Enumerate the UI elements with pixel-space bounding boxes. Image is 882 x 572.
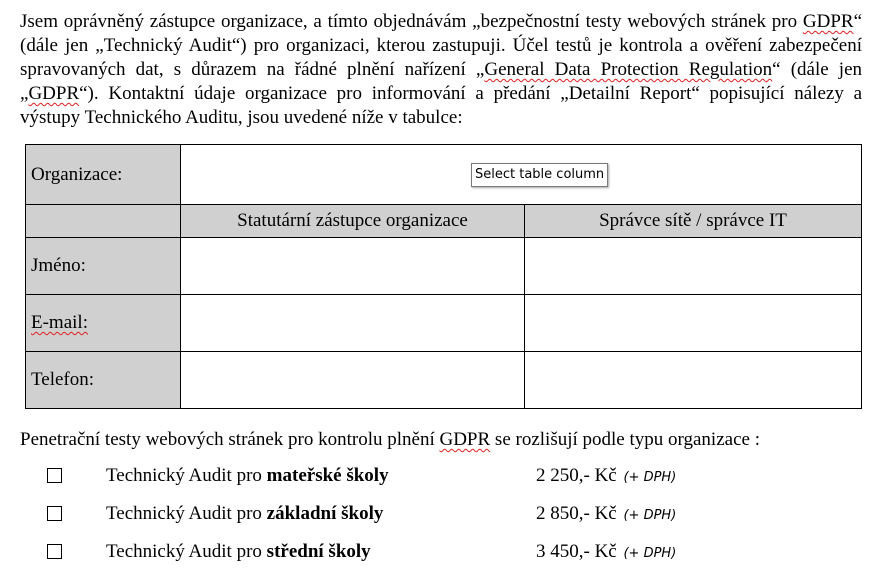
pen-text-2: se rozlišují podle typu organizace : [490, 429, 760, 450]
document-page [20, 10, 863, 562]
option-kindergarten [20, 464, 862, 490]
option-primary-school-price [536, 502, 676, 528]
table-row-email [26, 295, 862, 352]
email-label-text: E-mail: [31, 312, 88, 333]
column-header-it-admin[interactable]: Správce sítě / správce IT [525, 205, 862, 238]
phone-it-cell[interactable] [525, 352, 862, 409]
price-value: 2 250,- Kč [536, 465, 617, 486]
email-it-cell[interactable] [525, 295, 862, 352]
option-secondary-school-label [106, 540, 371, 564]
checkbox-kindergarten[interactable] [47, 468, 62, 483]
phone-label: Telefon: [26, 352, 181, 409]
checkbox-secondary-school[interactable] [47, 544, 62, 559]
pen-text-1: Penetrační testy webových stránek pro kontrolu plnění [20, 429, 440, 450]
option-primary-school [20, 502, 862, 528]
gdpr-term: GDPR [802, 11, 854, 32]
phone-statutory-cell[interactable] [181, 352, 525, 409]
pen-test-paragraph [20, 428, 760, 452]
option-secondary-school [20, 540, 862, 566]
option-secondary-school-price [536, 540, 676, 566]
option-school-type: mateřské školy [266, 465, 389, 486]
intro-text-2: “ (dále jen „Technický Audit“) pro organizaci, kterou zastupuji. Účel testů je kontrola a ověření zabezpečení spravovaných dat, s důrazem na řádné plnění nařízení „ [20, 11, 862, 80]
vat-note: (+ DPH) [623, 546, 677, 561]
option-kindergarten-price [536, 464, 676, 490]
gdpr-full-term: General Data Protection Regulation [484, 59, 773, 80]
intro-text-3: “ (dále jen „ [20, 59, 863, 104]
select-column-tooltip: Select table column [471, 163, 608, 187]
option-prefix: Technický Audit pro [106, 465, 267, 486]
intro-paragraph [20, 10, 862, 130]
gdpr-term: GDPR [28, 83, 80, 104]
gdpr-term: GDPR [439, 429, 491, 450]
contact-table[interactable] [25, 144, 862, 409]
checkbox-primary-school[interactable] [47, 506, 62, 521]
name-statutory-cell[interactable] [181, 238, 525, 295]
organization-value-cell[interactable] [181, 145, 862, 205]
email-label [26, 295, 181, 352]
header-blank-cell [26, 205, 181, 238]
name-it-cell[interactable] [525, 238, 862, 295]
vat-note: (+ DPH) [623, 470, 677, 485]
vat-note: (+ DPH) [623, 508, 677, 523]
option-kindergarten-label [106, 464, 389, 488]
table-row-organization [26, 145, 862, 205]
organization-label: Organizace: [26, 145, 181, 205]
column-header-statutory-representative[interactable]: Statutární zástupce organizace [181, 205, 525, 238]
option-school-type: základní školy [266, 503, 384, 524]
option-primary-school-label [106, 502, 383, 526]
table-row-phone [26, 352, 862, 409]
option-prefix: Technický Audit pro [106, 541, 267, 562]
table-header-row [26, 205, 862, 238]
intro-text-4: “). Kontaktní údaje organizace pro informování a předání „Detailní Report“ popisující nálezy a výstupy Technického Auditu, jsou uvedené níže v tabulce: [20, 83, 862, 128]
intro-text-1: Jsem oprávněný zástupce organizace, a tímto objednávám „bezpečnostní testy webových stránek pro [20, 11, 803, 32]
price-value: 2 850,- Kč [536, 503, 617, 524]
email-statutory-cell[interactable] [181, 295, 525, 352]
price-value: 3 450,- Kč [536, 541, 617, 562]
option-prefix: Technický Audit pro [106, 503, 267, 524]
option-school-type: střední školy [266, 541, 371, 562]
table-row-name [26, 238, 862, 295]
name-label: Jméno: [26, 238, 181, 295]
